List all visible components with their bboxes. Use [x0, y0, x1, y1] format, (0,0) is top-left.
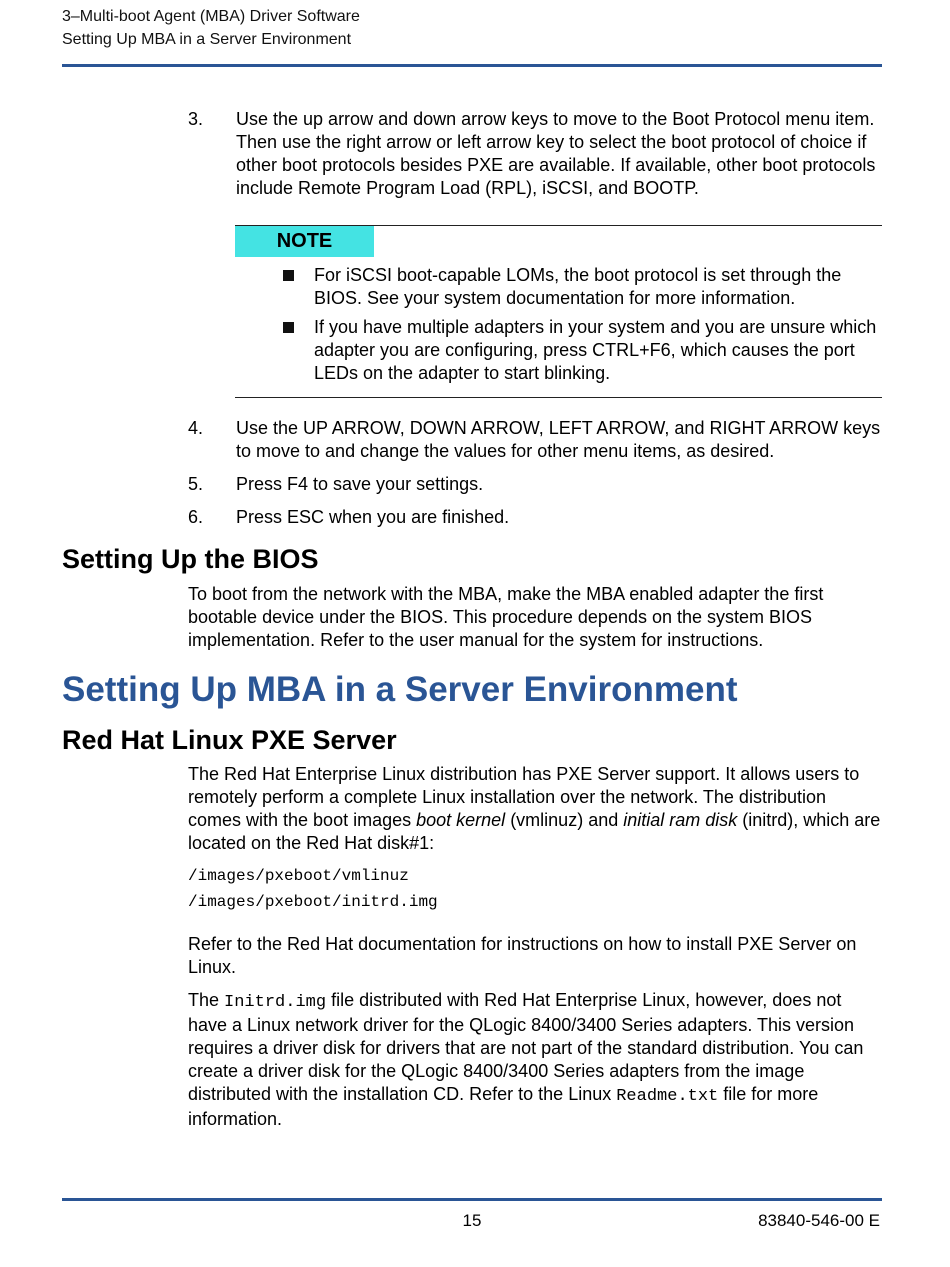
- step-number: 3.: [188, 109, 204, 129]
- bios-paragraph: To boot from the network with the MBA, make the MBA enabled adapter the first bootable device under the BIOS. This procedure depends on the system BIOS implementation. Refer to the user manual for the system for instructions.: [188, 584, 824, 650]
- bullet-square-icon: [283, 270, 294, 281]
- header-chapter: 3–Multi-boot Agent (MBA) Driver Software: [62, 8, 360, 25]
- step-text: Use the up arrow and down arrow keys to move to the Boot Protocol menu item. Then use the right arrow or left arrow key to select the boot protocol of choice if other boot protocols besides PXE are available. If available, other boot protocols include Remote Program Load (RPL), iSCSI, and BOOTP.: [236, 109, 876, 198]
- note-bullet-text: If you have multiple adapters in your system and you are unsure which adapter you are configuring, press CTRL+F6, which causes the port LEDs on the adapter to start blinking.: [314, 317, 877, 383]
- initrd-filename: Initrd.img: [224, 993, 327, 1012]
- code-path-initrd: /images/pxeboot/initrd.img: [188, 893, 438, 911]
- initial-ram-disk-term: initial ram disk: [623, 810, 738, 830]
- note-bullet: [283, 316, 882, 385]
- step-text: Press ESC when you are finished.: [236, 507, 510, 527]
- step-5: [188, 473, 882, 496]
- step-6: [188, 506, 882, 529]
- step-4: [188, 417, 882, 463]
- readme-filename: Readme.txt: [616, 1087, 719, 1106]
- step-text: Press F4 to save your settings.: [236, 474, 484, 494]
- header-rule: [62, 64, 882, 67]
- step-number: 6.: [188, 507, 204, 527]
- bullet-square-icon: [283, 322, 294, 333]
- note-bullet-text: For iSCSI boot-capable LOMs, the boot protocol is set through the BIOS. See your system documentation for more information.: [314, 265, 842, 308]
- redhat-paragraph-2: Refer to the Red Hat documentation for instructions on how to install PXE Server on Linux.: [188, 934, 857, 977]
- footer-rule: [62, 1198, 882, 1201]
- code-path-vmlinuz: /images/pxeboot/vmlinuz: [188, 867, 409, 885]
- step-number: 5.: [188, 474, 204, 494]
- page-header: [62, 5, 882, 51]
- redhat-paragraph-1: The Red Hat Enterprise Linux distribution has PXE Server support. It allows users to remotely perform a complete Linux installation over the network. The distribution comes with the boot images boot kernel (vmlinuz) and initial ram disk (initrd), which are located on the Red Hat disk#1:: [188, 764, 881, 853]
- note-bottom-rule: [235, 397, 882, 398]
- note-label: NOTE: [235, 226, 374, 257]
- header-section: Setting Up MBA in a Server Environment: [62, 31, 352, 48]
- note-box: [235, 225, 882, 398]
- server-env-heading: Setting Up MBA in a Server Environment: [62, 670, 738, 709]
- step-number: 4.: [188, 418, 204, 438]
- document-id: 83840-546-00 E: [758, 1211, 880, 1230]
- bios-heading: Setting Up the BIOS: [62, 544, 319, 574]
- step-text: Use the UP ARROW, DOWN ARROW, LEFT ARROW, and RIGHT ARROW keys to move to and change the values for other menu items, as desired.: [236, 418, 881, 461]
- step-3: [188, 108, 882, 200]
- boot-kernel-term: boot kernel: [416, 810, 506, 830]
- redhat-heading: Red Hat Linux PXE Server: [62, 725, 397, 755]
- redhat-paragraph-3: The Initrd.img file distributed with Red Hat Enterprise Linux, however, does not have a Linux network driver for the QLogic 8400/3400 Series adapters. This version requires a driver disk for drivers that are not part of the standard distribution. You can create a driver disk for the QLogic 8400/3400 Series adapters from the image distributed with the installation CD. Refer to the Linux Readme.txt file for more information.: [188, 990, 864, 1129]
- note-bullet: [283, 264, 882, 310]
- page-number: 15: [462, 1211, 482, 1230]
